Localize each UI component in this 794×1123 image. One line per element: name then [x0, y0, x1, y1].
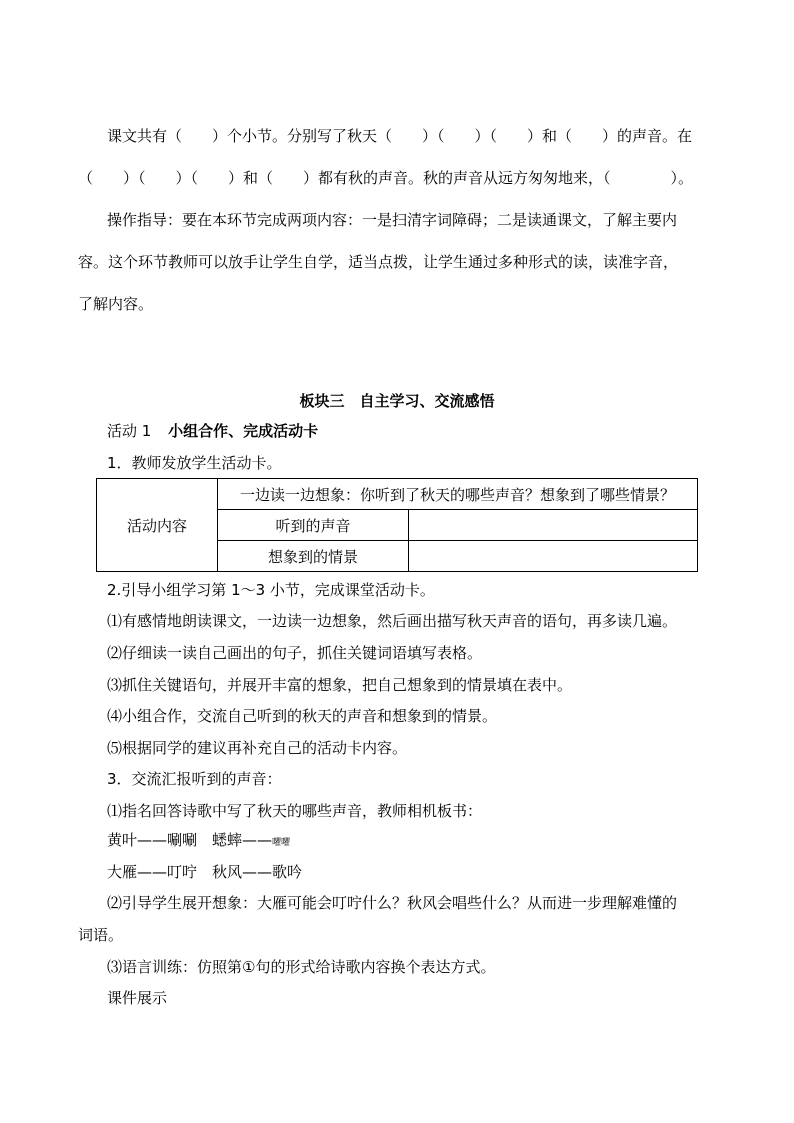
board-line-1-text: 黄叶——唰唰 蟋蟀—— [107, 831, 273, 849]
guide-line-1: 操作指导：要在本环节完成两项内容：一是扫清字词障碍；二是读通课文，了解主要内 [107, 211, 678, 229]
step-1: 1．教师发放学生活动卡。 [107, 454, 282, 472]
step-2-3: ⑶抓住关键语句，并展开丰富的想象，把自己想象到的情景填在表中。 [107, 676, 573, 694]
imagined-label-cell: 想象到的情景 [218, 541, 409, 572]
heard-label-cell: 听到的声音 [218, 510, 409, 541]
imagined-answer-cell [409, 541, 698, 572]
guide-line-2: 容。这个环节教师可以放手让学生自学，适当点拨，让学生通过多种形式的读，读准字音， [78, 253, 679, 271]
board-line-1-small: 㘗㘗 [272, 838, 291, 848]
intro-line-1: 课文共有（ ）个小节。分别写了秋天（ ）（ ）（ ）和（ ）的声音。在 [107, 127, 693, 145]
activity-card-table [96, 478, 698, 572]
board-line-1 [107, 830, 290, 853]
step-2-1: ⑴有感情地朗读课文，一边读一边想象，然后画出描写秋天声音的语句，再多读几遍。 [107, 612, 678, 630]
activity-title: 小组合作、完成活动卡 [168, 422, 319, 440]
step-2: 2.引导小组学习第 1～3 小节，完成课堂活动卡。 [107, 581, 435, 599]
guide-line-3: 了解内容。 [78, 295, 154, 313]
step-3-1: ⑴指名回答诗歌中写了秋天的哪些声音，教师相机板书： [107, 802, 483, 820]
step-2-4: ⑷小组合作，交流自己听到的秋天的声音和想象到的情景。 [107, 707, 498, 725]
step-3-2-cont: 词语。 [78, 926, 124, 944]
activity-label: 活动 1 [107, 422, 152, 440]
step-2-5: ⑸根据同学的建议再补充自己的活动卡内容。 [107, 739, 408, 757]
board-line-2: 大雁——叮咛 秋风——歌吟 [107, 863, 303, 881]
step-3: 3．交流汇报听到的声音： [107, 770, 282, 788]
heard-answer-cell [409, 510, 698, 541]
courseware-label: 课件展示 [107, 989, 168, 1007]
intro-line-2: （ ）（ ）（ ）和（ ）都有秋的声音。秋的声音从远方匆匆地来，（ ）。 [78, 169, 694, 187]
step-2-2: ⑵仔细读一读自己画出的句子，抓住关键词语填写表格。 [107, 644, 483, 662]
section-title: 板块三 自主学习、交流感悟 [299, 392, 495, 410]
step-3-3: ⑶语言训练：仿照第①句的形式给诗歌内容换个表达方式。 [107, 958, 496, 976]
row-header-cell: 活动内容 [97, 479, 218, 572]
step-3-2: ⑵引导学生展开想象：大雁可能会叮咛什么？秋风会唱些什么？从而进一步理解难懂的 [107, 894, 678, 912]
activity-heading [107, 421, 318, 441]
prompt-cell: 一边读一边想象：你听到了秋天的哪些声音？想象到了哪些情景？ [218, 479, 698, 510]
